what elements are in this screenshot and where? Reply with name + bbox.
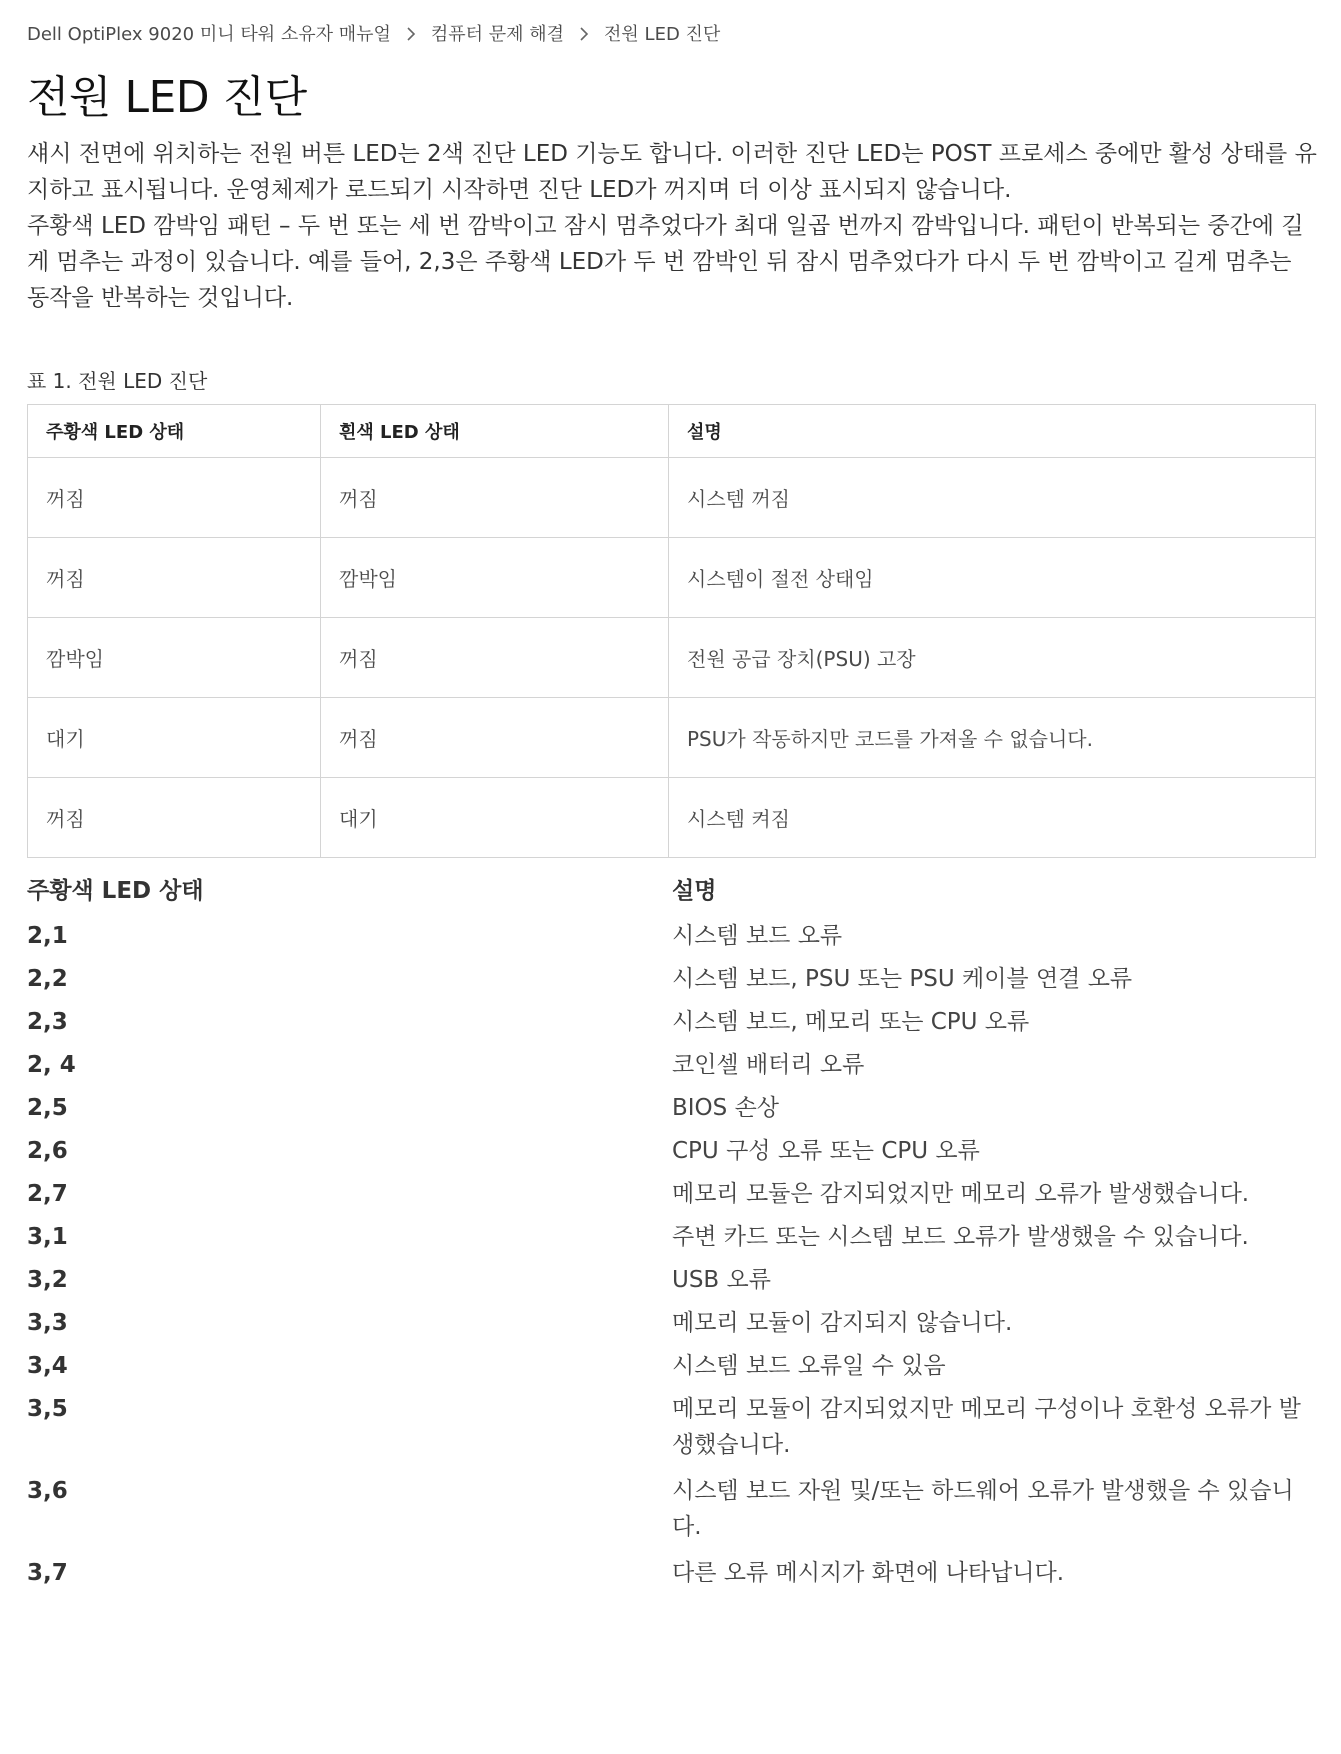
breadcrumb-current: 전원 LED 진단 xyxy=(604,24,721,45)
list-item xyxy=(27,914,1316,957)
blink-code: 3,4 xyxy=(27,1352,68,1379)
list-item xyxy=(27,1301,1316,1344)
blink-code: 2,6 xyxy=(27,1137,68,1164)
list-item xyxy=(27,1387,1316,1469)
breadcrumb-link-manual[interactable]: Dell OptiPlex 9020 미니 타워 소유자 매뉴얼 xyxy=(27,24,391,45)
blink-code-header-description: 설명 xyxy=(672,878,717,904)
list-item xyxy=(27,1551,1316,1594)
list-item xyxy=(27,1086,1316,1129)
table-cell-description: 시스템 꺼짐 xyxy=(669,458,1316,538)
breadcrumb-link-troubleshooting[interactable]: 컴퓨터 문제 해결 xyxy=(430,24,565,45)
column-header-description: 설명 xyxy=(669,405,1316,458)
list-item xyxy=(27,1043,1316,1086)
chevron-right-icon xyxy=(564,23,604,44)
blink-code-header-amber: 주황색 LED 상태 xyxy=(27,878,204,904)
table-cell-description: PSU가 작동하지만 코드를 가져올 수 없습니다. xyxy=(669,698,1316,778)
blink-code: 2,5 xyxy=(27,1094,68,1121)
blink-code: 3,2 xyxy=(27,1266,68,1293)
table-cell-description: 전원 공급 장치(PSU) 고장 xyxy=(669,618,1316,698)
blink-code-description: 시스템 보드 오류일 수 있음 xyxy=(672,1352,946,1379)
list-item xyxy=(27,1000,1316,1043)
list-item xyxy=(27,1258,1316,1301)
list-item xyxy=(27,957,1316,1000)
table-cell-white: 깜박임 xyxy=(321,538,669,618)
table-cell-white: 꺼짐 xyxy=(321,618,669,698)
blink-code-description: USB 오류 xyxy=(672,1266,771,1293)
table-cell-description: 시스템 켜짐 xyxy=(669,778,1316,858)
table-cell-amber: 꺼짐 xyxy=(28,538,321,618)
blink-code-description: 주변 카드 또는 시스템 보드 오류가 발생했을 수 있습니다. xyxy=(672,1223,1249,1250)
list-item xyxy=(27,1215,1316,1258)
blink-code-description: BIOS 손상 xyxy=(672,1094,780,1121)
table-cell-white: 대기 xyxy=(321,778,669,858)
table-row xyxy=(28,458,1316,538)
breadcrumb xyxy=(27,18,1314,48)
chevron-right-icon xyxy=(391,23,431,44)
intro-text xyxy=(27,136,1317,316)
blink-code: 3,1 xyxy=(27,1223,68,1250)
table-cell-amber: 꺼짐 xyxy=(28,458,321,538)
blink-code: 2,2 xyxy=(27,965,68,992)
table-cell-white: 꺼짐 xyxy=(321,698,669,778)
blink-code-description: 메모리 모듈이 감지되었지만 메모리 구성이나 호환성 오류가 발생했습니다. xyxy=(672,1396,1301,1458)
table-row xyxy=(28,538,1316,618)
table-row xyxy=(28,778,1316,858)
table-cell-amber: 깜박임 xyxy=(28,618,321,698)
table-row xyxy=(28,698,1316,778)
blink-code-description: 코인셀 배터리 오류 xyxy=(672,1051,865,1078)
table-row xyxy=(28,618,1316,698)
list-item xyxy=(27,1129,1316,1172)
blink-code-description: CPU 구성 오류 또는 CPU 오류 xyxy=(672,1137,980,1164)
power-led-table xyxy=(27,404,1316,858)
list-item xyxy=(27,1469,1316,1551)
table-cell-white: 꺼짐 xyxy=(321,458,669,538)
intro-paragraph-2: 주황색 LED 깜박임 패턴 – 두 번 또는 세 번 깜박이고 잠시 멈추었다가 최대 일곱 번까지 깜박입니다. 패턴이 반복되는 중간에 길게 멈추는 과정이 있습니다. 예를 들어, 2,3은 주황색 LED가 두 번 깜박인 뒤 잠시 멈추었다가 다시 두 번 깜박이고 길게 멈추는 동작을 반복하는 것입니다. xyxy=(27,213,1304,311)
blink-code-description: 다른 오류 메시지가 화면에 나타납니다. xyxy=(672,1559,1065,1586)
blink-code: 3,7 xyxy=(27,1559,68,1586)
blink-code: 3,3 xyxy=(27,1309,68,1336)
list-item xyxy=(27,1172,1316,1215)
blink-code: 3,6 xyxy=(27,1478,68,1504)
blink-code: 3,5 xyxy=(27,1396,68,1422)
blink-code-description: 메모리 모듈이 감지되지 않습니다. xyxy=(672,1309,1013,1336)
table-cell-amber: 꺼짐 xyxy=(28,778,321,858)
blink-code: 2,1 xyxy=(27,922,68,949)
blink-code-description: 시스템 보드 자원 및/또는 하드웨어 오류가 발생했을 수 있습니다. xyxy=(672,1478,1294,1540)
blink-code-description: 시스템 보드, 메모리 또는 CPU 오류 xyxy=(672,1008,1030,1035)
table-cell-amber: 대기 xyxy=(28,698,321,778)
page-title: 전원 LED 진단 xyxy=(27,72,307,123)
blink-code-description: 시스템 보드, PSU 또는 PSU 케이블 연결 오류 xyxy=(672,965,1133,992)
page xyxy=(0,18,1317,1594)
blink-code-header-row xyxy=(27,868,1316,914)
column-header-white: 흰색 LED 상태 xyxy=(321,405,669,458)
blink-code: 2,3 xyxy=(27,1008,68,1035)
table-caption: 표 1. 전원 LED 진단 xyxy=(27,369,208,393)
blink-code: 2,7 xyxy=(27,1180,68,1207)
list-item xyxy=(27,1344,1316,1387)
blink-code: 2, 4 xyxy=(27,1051,76,1078)
column-header-amber: 주황색 LED 상태 xyxy=(28,405,321,458)
blink-code-list xyxy=(27,868,1316,1594)
blink-code-description: 메모리 모듈은 감지되었지만 메모리 오류가 발생했습니다. xyxy=(672,1180,1250,1207)
table-header-row xyxy=(28,405,1316,458)
table-cell-description: 시스템이 절전 상태임 xyxy=(669,538,1316,618)
blink-code-description: 시스템 보드 오류 xyxy=(672,922,843,949)
intro-paragraph-1: 섀시 전면에 위치하는 전원 버튼 LED는 2색 진단 LED 기능도 합니다. 이러한 진단 LED는 POST 프로세스 중에만 활성 상태를 유지하고 표시됩니다. 운영체제가 로드되기 시작하면 진단 LED가 꺼지며 더 이상 표시되지 않습니다. xyxy=(27,141,1317,203)
